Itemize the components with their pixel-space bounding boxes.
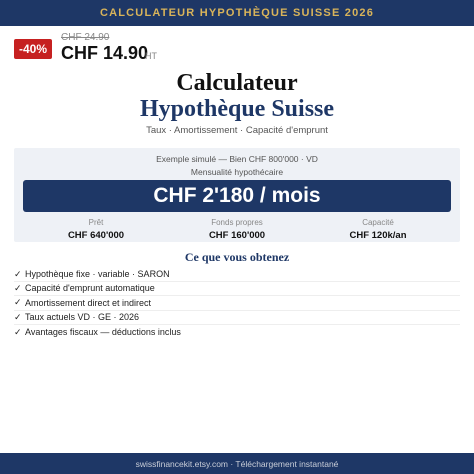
top-banner xyxy=(0,0,474,26)
benefit-text: Amortissement direct et indirect xyxy=(25,297,152,308)
stat-equity xyxy=(177,218,297,241)
banner-title: CALCULATEUR HYPOTHÈQUE SUISSE 2026 xyxy=(99,7,375,19)
stat-label: Capacité xyxy=(362,218,394,227)
benefit-item xyxy=(14,311,460,325)
footer-banner xyxy=(0,453,474,474)
title-line-2: Hypothèque Suisse xyxy=(139,96,335,122)
benefit-text: Avantages fiscaux — déductions inclus xyxy=(25,327,181,338)
example-card xyxy=(14,148,460,242)
benefit-text: Taux actuels VD · GE · 2026 xyxy=(25,312,140,323)
price-block xyxy=(61,33,221,63)
result-value: CHF 2'180 / mois xyxy=(153,184,321,207)
benefit-item xyxy=(14,297,460,311)
example-label: Mensualité hypothécaire xyxy=(190,167,284,177)
stat-loan xyxy=(36,218,156,241)
stat-capacity xyxy=(318,218,438,241)
stat-label: Fonds propres xyxy=(211,218,263,227)
benefit-item xyxy=(14,282,460,296)
benefit-item xyxy=(14,326,460,340)
subtitle: Taux · Amortissement · Capacité d'emprunt xyxy=(146,125,328,136)
check-icon: ✓ xyxy=(14,326,22,337)
check-icon: ✓ xyxy=(14,297,22,308)
footer-text: swissfinancekit.etsy.com · Téléchargement instantané xyxy=(135,458,339,469)
stat-value: CHF 160'000 xyxy=(208,230,266,241)
benefits-title: Ce que vous obtenez xyxy=(184,250,290,264)
benefits-list xyxy=(14,268,460,340)
check-icon: ✓ xyxy=(14,268,22,279)
check-icon: ✓ xyxy=(14,282,22,293)
title-line-1: Calculateur xyxy=(176,70,298,96)
stat-label: Prêt xyxy=(88,218,104,227)
stat-value: CHF 640'000 xyxy=(67,230,125,241)
old-price: CHF 24.90 xyxy=(61,32,110,43)
check-icon: ✓ xyxy=(14,311,22,322)
stat-value: CHF 120k/an xyxy=(349,230,407,241)
example-scenario: Exemple simulé — Bien CHF 800'000 · VD xyxy=(156,154,318,164)
benefit-text: Hypothèque fixe · variable · SARON xyxy=(25,269,170,279)
tax-label: HT xyxy=(145,51,157,61)
benefit-item xyxy=(14,268,460,282)
result-bar xyxy=(23,180,451,212)
benefit-text: Capacité d'emprunt automatique xyxy=(25,283,155,294)
price-row xyxy=(14,33,221,63)
new-price: CHF 14.90 xyxy=(61,43,149,63)
discount-badge: -40% xyxy=(14,39,52,59)
